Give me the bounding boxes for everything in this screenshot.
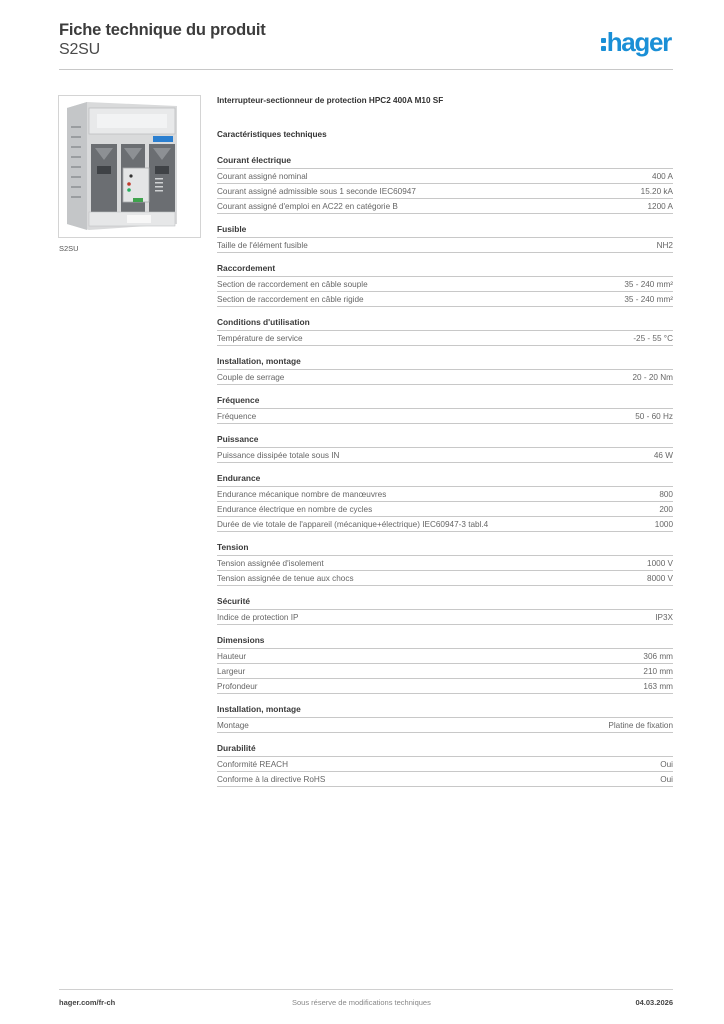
spec-group-title: Durabilité bbox=[217, 743, 673, 757]
spec-label: Couple de serrage bbox=[217, 373, 285, 382]
spec-group-title: Puissance bbox=[217, 434, 673, 448]
spec-value: 800 bbox=[659, 490, 673, 499]
spec-group-title: Fusible bbox=[217, 224, 673, 238]
spec-value: 1000 V bbox=[647, 559, 673, 568]
spec-row bbox=[217, 184, 673, 199]
spec-group bbox=[217, 155, 673, 214]
spec-group bbox=[217, 542, 673, 586]
spec-value: 200 bbox=[659, 505, 673, 514]
spec-row bbox=[217, 757, 673, 772]
spec-value: 163 mm bbox=[643, 682, 673, 691]
spec-label: Courant assigné admissible sous 1 seconde IEC60947 bbox=[217, 187, 416, 196]
spec-label: Taille de l'élément fusible bbox=[217, 241, 308, 250]
spec-row bbox=[217, 502, 673, 517]
spec-group bbox=[217, 635, 673, 694]
spec-label: Puissance dissipée totale sous IN bbox=[217, 451, 340, 460]
spec-group-title: Fréquence bbox=[217, 395, 673, 409]
spec-value: 35 - 240 mm² bbox=[624, 295, 673, 304]
footer-disclaimer: Sous réserve de modifications techniques bbox=[292, 998, 431, 1007]
spec-value: 1000 bbox=[654, 520, 673, 529]
spec-value: Oui bbox=[660, 775, 673, 784]
spec-label: Indice de protection IP bbox=[217, 613, 299, 622]
spec-row bbox=[217, 331, 673, 346]
logo-colon-icon bbox=[601, 38, 606, 51]
spec-label: Tension assignée de tenue aux chocs bbox=[217, 574, 354, 583]
spec-row bbox=[217, 718, 673, 733]
header-divider bbox=[59, 69, 673, 70]
spec-group-title: Raccordement bbox=[217, 263, 673, 277]
spec-row bbox=[217, 292, 673, 307]
spec-group bbox=[217, 434, 673, 463]
spec-row bbox=[217, 370, 673, 385]
spec-value: -25 - 55 °C bbox=[633, 334, 673, 343]
spec-group bbox=[217, 704, 673, 733]
spec-heading: Caractéristiques techniques bbox=[217, 130, 327, 139]
spec-row bbox=[217, 610, 673, 625]
spec-group bbox=[217, 596, 673, 625]
footer-website-link[interactable]: hager.com/fr-ch bbox=[59, 998, 116, 1007]
spec-value: 8000 V bbox=[647, 574, 673, 583]
spec-value: 306 mm bbox=[643, 652, 673, 661]
spec-label: Montage bbox=[217, 721, 249, 730]
spec-label: Endurance mécanique nombre de manœuvres bbox=[217, 490, 387, 499]
spec-value: 400 A bbox=[652, 172, 673, 181]
spec-label: Profondeur bbox=[217, 682, 258, 691]
spec-label: Durée de vie totale de l'appareil (mécanique+électrique) IEC60947-3 tabl.4 bbox=[217, 520, 489, 529]
spec-row bbox=[217, 169, 673, 184]
spec-row bbox=[217, 664, 673, 679]
spec-value: 15.20 kA bbox=[640, 187, 673, 196]
spec-group bbox=[217, 224, 673, 253]
spec-label: Endurance électrique en nombre de cycles bbox=[217, 505, 373, 514]
spec-group bbox=[217, 395, 673, 424]
spec-group-title: Dimensions bbox=[217, 635, 673, 649]
spec-label: Courant assigné d'emploi en AC22 en catégorie B bbox=[217, 202, 398, 211]
hager-logo bbox=[601, 28, 671, 56]
spec-group bbox=[217, 743, 673, 787]
spec-group bbox=[217, 356, 673, 385]
spec-label: Courant assigné nominal bbox=[217, 172, 308, 181]
logo-text: hager bbox=[606, 27, 671, 57]
spec-label: Fréquence bbox=[217, 412, 257, 421]
spec-value: 50 - 60 Hz bbox=[635, 412, 673, 421]
spec-row bbox=[217, 277, 673, 292]
spec-row bbox=[217, 571, 673, 586]
spec-group bbox=[217, 263, 673, 307]
spec-row bbox=[217, 679, 673, 694]
spec-label: Conformité REACH bbox=[217, 760, 288, 769]
spec-value: 35 - 240 mm² bbox=[624, 280, 673, 289]
spec-label: Section de raccordement en câble rigide bbox=[217, 295, 364, 304]
spec-row bbox=[217, 772, 673, 787]
footer-date: 04.03.2026 bbox=[635, 998, 673, 1007]
spec-row bbox=[217, 448, 673, 463]
spec-group bbox=[217, 317, 673, 346]
spec-row bbox=[217, 238, 673, 253]
spec-group-title: Endurance bbox=[217, 473, 673, 487]
spec-group-title: Installation, montage bbox=[217, 704, 673, 718]
spec-label: Largeur bbox=[217, 667, 246, 676]
spec-label: Conforme à la directive RoHS bbox=[217, 775, 326, 784]
spec-groups bbox=[217, 155, 673, 787]
spec-row bbox=[217, 487, 673, 502]
product-image-caption: S2SU bbox=[59, 244, 79, 253]
spec-label: Hauteur bbox=[217, 652, 247, 661]
spec-value: 20 - 20 Nm bbox=[632, 373, 673, 382]
spec-label: Température de service bbox=[217, 334, 303, 343]
document-title: Fiche technique du produit bbox=[59, 21, 266, 39]
spec-group-title: Conditions d'utilisation bbox=[217, 317, 673, 331]
spec-value: NH2 bbox=[656, 241, 673, 250]
spec-group-title: Sécurité bbox=[217, 596, 673, 610]
spec-value: Platine de fixation bbox=[608, 721, 673, 730]
spec-value: Oui bbox=[660, 760, 673, 769]
spec-row bbox=[217, 556, 673, 571]
spec-group-title: Tension bbox=[217, 542, 673, 556]
spec-value: 46 W bbox=[653, 451, 673, 460]
spec-row bbox=[217, 409, 673, 424]
spec-row bbox=[217, 517, 673, 532]
spec-value: 1200 A bbox=[647, 202, 673, 211]
spec-value: IP3X bbox=[655, 613, 673, 622]
spec-value: 210 mm bbox=[643, 667, 673, 676]
spec-label: Section de raccordement en câble souple bbox=[217, 280, 368, 289]
product-reference: S2SU bbox=[59, 41, 100, 58]
spec-section bbox=[217, 96, 673, 797]
spec-label: Tension assignée d'isolement bbox=[217, 559, 324, 568]
spec-row bbox=[217, 199, 673, 214]
fuse-switch-disconnector-icon bbox=[59, 96, 201, 238]
spec-group bbox=[217, 473, 673, 532]
footer-divider bbox=[59, 989, 673, 990]
spec-row bbox=[217, 649, 673, 664]
product-name: Interrupteur-sectionneur de protection HPC2 400A M10 SF bbox=[217, 96, 444, 105]
product-image bbox=[58, 95, 201, 238]
spec-group-title: Installation, montage bbox=[217, 356, 673, 370]
spec-group-title: Courant électrique bbox=[217, 155, 673, 169]
page-header bbox=[59, 20, 673, 59]
